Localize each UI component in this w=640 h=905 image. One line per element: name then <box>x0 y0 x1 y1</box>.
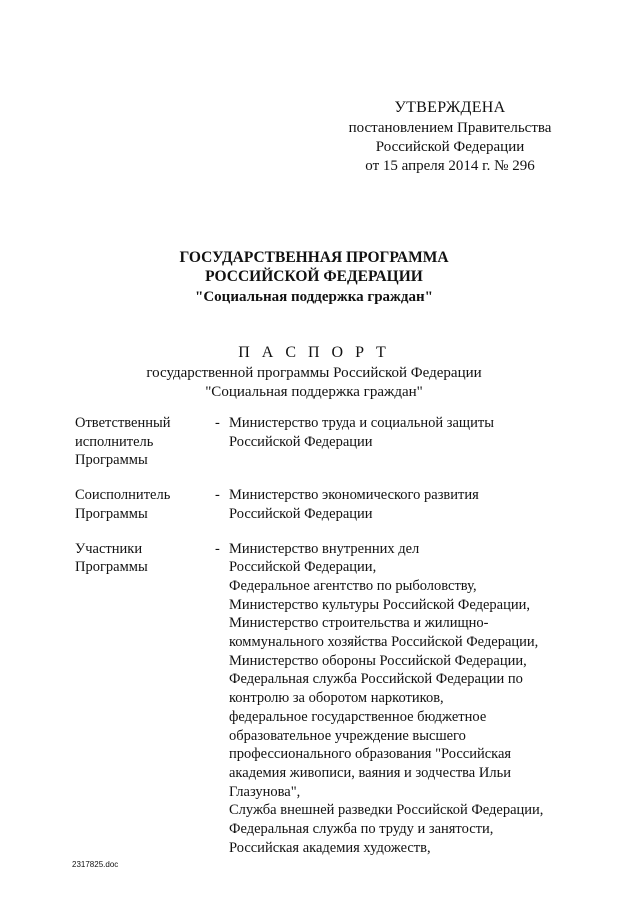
row-value-line: профессионального образования "Российская <box>229 746 512 763</box>
row-value-line: Российской Федерации <box>229 433 373 450</box>
row-value-line: Министерство обороны Российской Федерации, <box>229 652 527 669</box>
program-title <box>0 248 628 286</box>
approval-line-2: Российской Федерации <box>375 139 525 155</box>
passport-row-participants <box>75 540 595 858</box>
row-label <box>75 414 215 470</box>
program-title-line-1: ГОСУДАРСТВЕННАЯ ПРОГРАММА <box>179 249 449 266</box>
passport-row-coexecutor <box>75 486 595 523</box>
row-value-line: федеральное государственное бюджетное <box>229 708 487 725</box>
program-title-line-2: РОССИЙСКОЙ ФЕДЕРАЦИИ <box>205 268 423 285</box>
row-value-line: Министерство экономического развития <box>229 487 479 504</box>
row-label-line: Программы <box>75 559 148 576</box>
row-value-line: Федеральная служба по труду и занятости, <box>229 821 494 838</box>
approval-title: УТВЕРЖДЕНА <box>394 99 506 116</box>
row-value-line: Министерство строительства и жилищно- <box>229 615 489 632</box>
row-value <box>229 486 595 523</box>
row-value-line: Российской Федерации <box>229 505 373 522</box>
row-value <box>229 414 595 470</box>
approval-line-1: постановлением Правительства <box>348 120 552 136</box>
passport-table <box>75 414 595 873</box>
passport-subtitle-line-1: государственной программы Российской Федерации <box>146 365 482 381</box>
row-value-line: контролю за оборотом наркотиков, <box>229 690 444 707</box>
row-label-line: Соисполнитель <box>75 487 171 504</box>
row-value-line: Федеральное агентство по рыболовству, <box>229 577 477 594</box>
passport-subtitle-line-2: "Социальная поддержка граждан" <box>205 384 423 400</box>
row-label-line: исполнитель <box>75 433 154 450</box>
passport-heading: П А С П О Р Т <box>238 344 390 361</box>
row-value-line: Федеральная служба Российской Федерации по <box>229 671 523 688</box>
row-value-line: Служба внешней разведки Российской Федерации, <box>229 802 544 819</box>
row-value-line: коммунального хозяйства Российской Федерации, <box>229 634 539 651</box>
row-dash: - <box>215 540 220 557</box>
row-value-line: Министерство труда и социальной защиты <box>229 415 494 431</box>
row-label <box>75 486 215 523</box>
row-label-line: Участники <box>75 540 143 557</box>
row-label-line: Программы <box>75 452 148 469</box>
row-value <box>229 540 595 858</box>
row-dash: - <box>215 415 220 431</box>
row-label <box>75 540 215 858</box>
row-value-line: Министерство культуры Российской Федерации, <box>229 596 530 613</box>
passport-row-responsible <box>75 414 595 470</box>
document-id: 2317825.doc <box>72 860 119 869</box>
row-value-line: Российской Федерации, <box>229 559 377 576</box>
row-label-line: Программы <box>75 505 148 522</box>
row-value-line: образовательное учреждение высшего <box>229 727 466 744</box>
row-dash: - <box>215 487 220 504</box>
approval-line-3: от 15 апреля 2014 г. № 296 <box>365 158 535 174</box>
approval-block <box>300 97 600 176</box>
row-value-line: академия живописи, ваяния и зодчества Ильи <box>229 764 511 781</box>
passport-heading-block <box>0 342 628 402</box>
row-value-line: Министерство внутренних дел <box>229 540 420 557</box>
row-value-line: Российская академия художеств, <box>229 839 431 856</box>
program-name: "Социальная поддержка граждан" <box>195 289 433 305</box>
row-label-line: Ответственный <box>75 415 171 431</box>
row-value-line: Глазунова", <box>229 783 301 800</box>
